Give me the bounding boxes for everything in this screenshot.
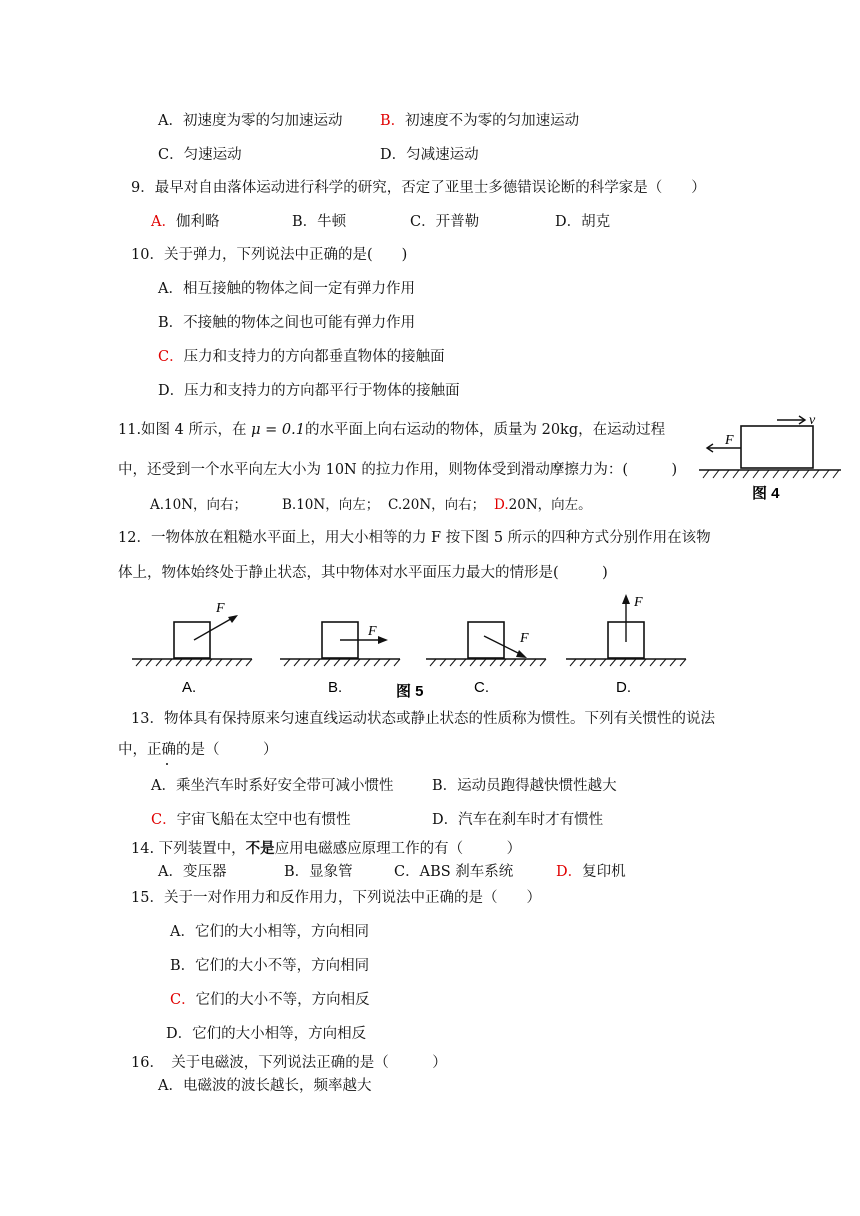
option-letter: A．: [170, 924, 195, 940]
option-letter: B.: [282, 497, 297, 513]
q13-option-b: [432, 777, 617, 795]
q16-stem: 16． 关于电磁波，下列说法正确的是（ ）: [131, 1055, 447, 1071]
q14-stem-b: 应用电磁感应原理工作的有（ ）: [274, 841, 522, 857]
panel-c-force: F: [520, 631, 529, 646]
q11-option-c: [388, 496, 485, 514]
q15-option-d: [166, 1025, 366, 1043]
q16-option-a: [158, 1077, 371, 1095]
option-letter: D.: [494, 497, 509, 513]
option-text: 压力和支持力的方向都垂直物体的接触面: [183, 349, 445, 365]
q12-stem-line1: 12．一物体放在粗糙水平面上，用大小相等的力 F 按下图 5 所示的四种方式分别作用在该物: [118, 530, 711, 546]
option-text: 初速度为零的匀加速运动: [182, 113, 343, 129]
q15-option-a: [170, 923, 369, 941]
option-letter: D．: [380, 147, 407, 163]
panel-b: [280, 622, 400, 696]
option-text: 胡克: [581, 214, 611, 230]
option-letter: C．: [158, 349, 184, 365]
option-text: 压力和支持力的方向都平行于物体的接触面: [184, 383, 460, 399]
option-text: 匀减速运动: [406, 147, 479, 163]
panel-a-label: A.: [182, 679, 197, 696]
option-letter: B．: [380, 113, 406, 129]
option-text: 它们的大小不等，方向相反: [195, 992, 370, 1008]
q14-stem: [131, 840, 521, 858]
q11-stem-a: 11.如图 4 所示，在: [118, 422, 247, 438]
option-letter: B．: [170, 958, 196, 974]
option-letter: C．: [151, 812, 177, 828]
panel-c: [426, 622, 546, 696]
q14-stem-bold: 不是: [245, 840, 275, 857]
q13-option-a: [151, 777, 393, 795]
q9-option-d: [555, 213, 610, 231]
q12-stem-line2: 体上，物体始终处于静止状态，其中物体对水平面压力最大的情形是( ): [118, 565, 608, 581]
q10-option-c: [158, 348, 445, 366]
q11-option-b: [282, 496, 379, 514]
emphasis-dot: [166, 763, 168, 765]
ground-hatch: [703, 470, 839, 478]
q11-stem-b: 的水平面上向右运动的物体，质量为 20kg，在运动过程: [304, 422, 666, 438]
option-text: 不接触的物体之间也可能有弹力作用: [183, 315, 416, 331]
option-letter: B．: [432, 778, 458, 794]
q9-option-b: [292, 213, 346, 231]
option-text: 运动员跑得越快惯性越大: [457, 778, 617, 794]
option-letter: A.: [150, 497, 165, 513]
option-text: 牛顿: [317, 214, 347, 230]
block: [741, 426, 813, 468]
panel-d-label: D.: [616, 679, 631, 696]
option-text: 20N，向右；: [402, 497, 486, 513]
option-text: 它们的大小相等，方向相同: [194, 924, 369, 940]
option-text: 宇宙飞船在太空中也有惯性: [176, 812, 351, 828]
q11-option-d: [494, 496, 592, 514]
velocity-label: v: [809, 413, 816, 428]
q13-option-d: [432, 811, 603, 829]
q9-option-c: [410, 213, 479, 231]
option-text: 复印机: [582, 864, 626, 880]
q14-option-c: [394, 863, 513, 881]
q14-option-b: [284, 863, 353, 881]
panel-d: [566, 594, 686, 696]
option-letter: C．: [394, 864, 420, 880]
q9-stem: 9．最早对自由落体运动进行科学的研究，否定了亚里士多德错误论断的科学家是（ ）: [131, 180, 706, 196]
q14-option-d: [556, 863, 626, 881]
option-text: ABS 刹车系统: [419, 864, 514, 880]
option-letter: A．: [158, 1078, 183, 1094]
q8-option-c: [158, 146, 242, 164]
option-text: 相互接触的物体之间一定有弹力作用: [182, 281, 415, 297]
q11-option-a: [150, 496, 247, 514]
option-letter: B．: [284, 864, 310, 880]
force-label: F: [725, 433, 734, 448]
option-letter: C．: [410, 214, 436, 230]
option-letter: A．: [151, 778, 176, 794]
q14-stem-a: 14. 下列装置中，: [131, 841, 246, 857]
q13-stem-line2: 中，正确的是（ ）: [118, 742, 278, 758]
option-letter: D．: [555, 214, 582, 230]
option-letter: D．: [158, 383, 185, 399]
panel-c-label: C.: [474, 679, 489, 696]
q8-option-d: [380, 146, 479, 164]
q9-option-a: [151, 213, 219, 231]
option-text: 电磁波的波长越长，频率越大: [182, 1078, 372, 1094]
option-text: 10N，向右；: [164, 497, 248, 513]
panel-a-force: F: [216, 601, 225, 616]
q8-option-a: [158, 112, 342, 130]
figure-5: [128, 590, 748, 702]
panel-b-force: F: [368, 624, 377, 639]
option-text: 变压器: [182, 864, 227, 880]
q10-option-a: [158, 280, 415, 298]
q8-option-b: [380, 112, 579, 130]
panel-b-label: B.: [328, 679, 343, 696]
q15-option-b: [170, 957, 369, 975]
option-letter: A．: [158, 864, 183, 880]
option-text: 它们的大小相等，方向相反: [192, 1026, 367, 1042]
figure-5-caption: 图 5: [396, 683, 424, 700]
option-letter: A．: [158, 281, 183, 297]
option-text: 汽车在刹车时才有惯性: [458, 812, 604, 828]
q10-option-b: [158, 314, 415, 332]
q15-option-c: [170, 991, 370, 1009]
figure-4: [695, 408, 845, 504]
option-letter: C.: [388, 497, 403, 513]
q13-stem-line1: 13．物体具有保持原来匀速直线运动状态或静止状态的性质称为惯性。下列有关惯性的说法: [131, 711, 715, 727]
option-text: 它们的大小不等，方向相同: [195, 958, 370, 974]
option-letter: D．: [432, 812, 459, 828]
option-text: 10N，向左；: [296, 497, 380, 513]
panel-a: [132, 601, 252, 696]
option-text: 20N，向左。: [508, 497, 592, 513]
option-letter: A．: [151, 214, 176, 230]
option-letter: B．: [158, 315, 184, 331]
q13-option-c: [151, 811, 351, 829]
q11-stem-line1: [118, 421, 665, 439]
option-letter: D．: [166, 1026, 193, 1042]
option-text: 匀速运动: [183, 147, 242, 163]
option-text: 乘坐汽车时系好安全带可减小惯性: [175, 778, 394, 794]
option-text: 开普勒: [435, 214, 480, 230]
option-letter: A．: [158, 113, 183, 129]
q11-stem-line2: 中，还受到一个水平向左大小为 10N 的拉力作用，则物体受到滑动摩擦力为：( ): [118, 462, 678, 478]
option-text: 显象管: [309, 864, 353, 880]
option-text: 伽利略: [175, 214, 220, 230]
q14-option-a: [158, 863, 226, 881]
q10-stem: 10．关于弹力，下列说法中正确的是( ): [131, 247, 408, 263]
option-letter: B．: [292, 214, 318, 230]
q15-stem: 15．关于一对作用力和反作用力，下列说法中正确的是（ ）: [131, 890, 541, 906]
option-letter: D．: [556, 864, 583, 880]
q11-mu-formula: μ = 0.1: [251, 422, 305, 438]
figure-caption: 图 4: [752, 485, 780, 502]
option-letter: C．: [170, 992, 196, 1008]
q10-option-d: [158, 382, 460, 400]
option-text: 初速度不为零的匀加速运动: [405, 113, 580, 129]
option-letter: C．: [158, 147, 184, 163]
panel-d-force: F: [634, 595, 643, 610]
